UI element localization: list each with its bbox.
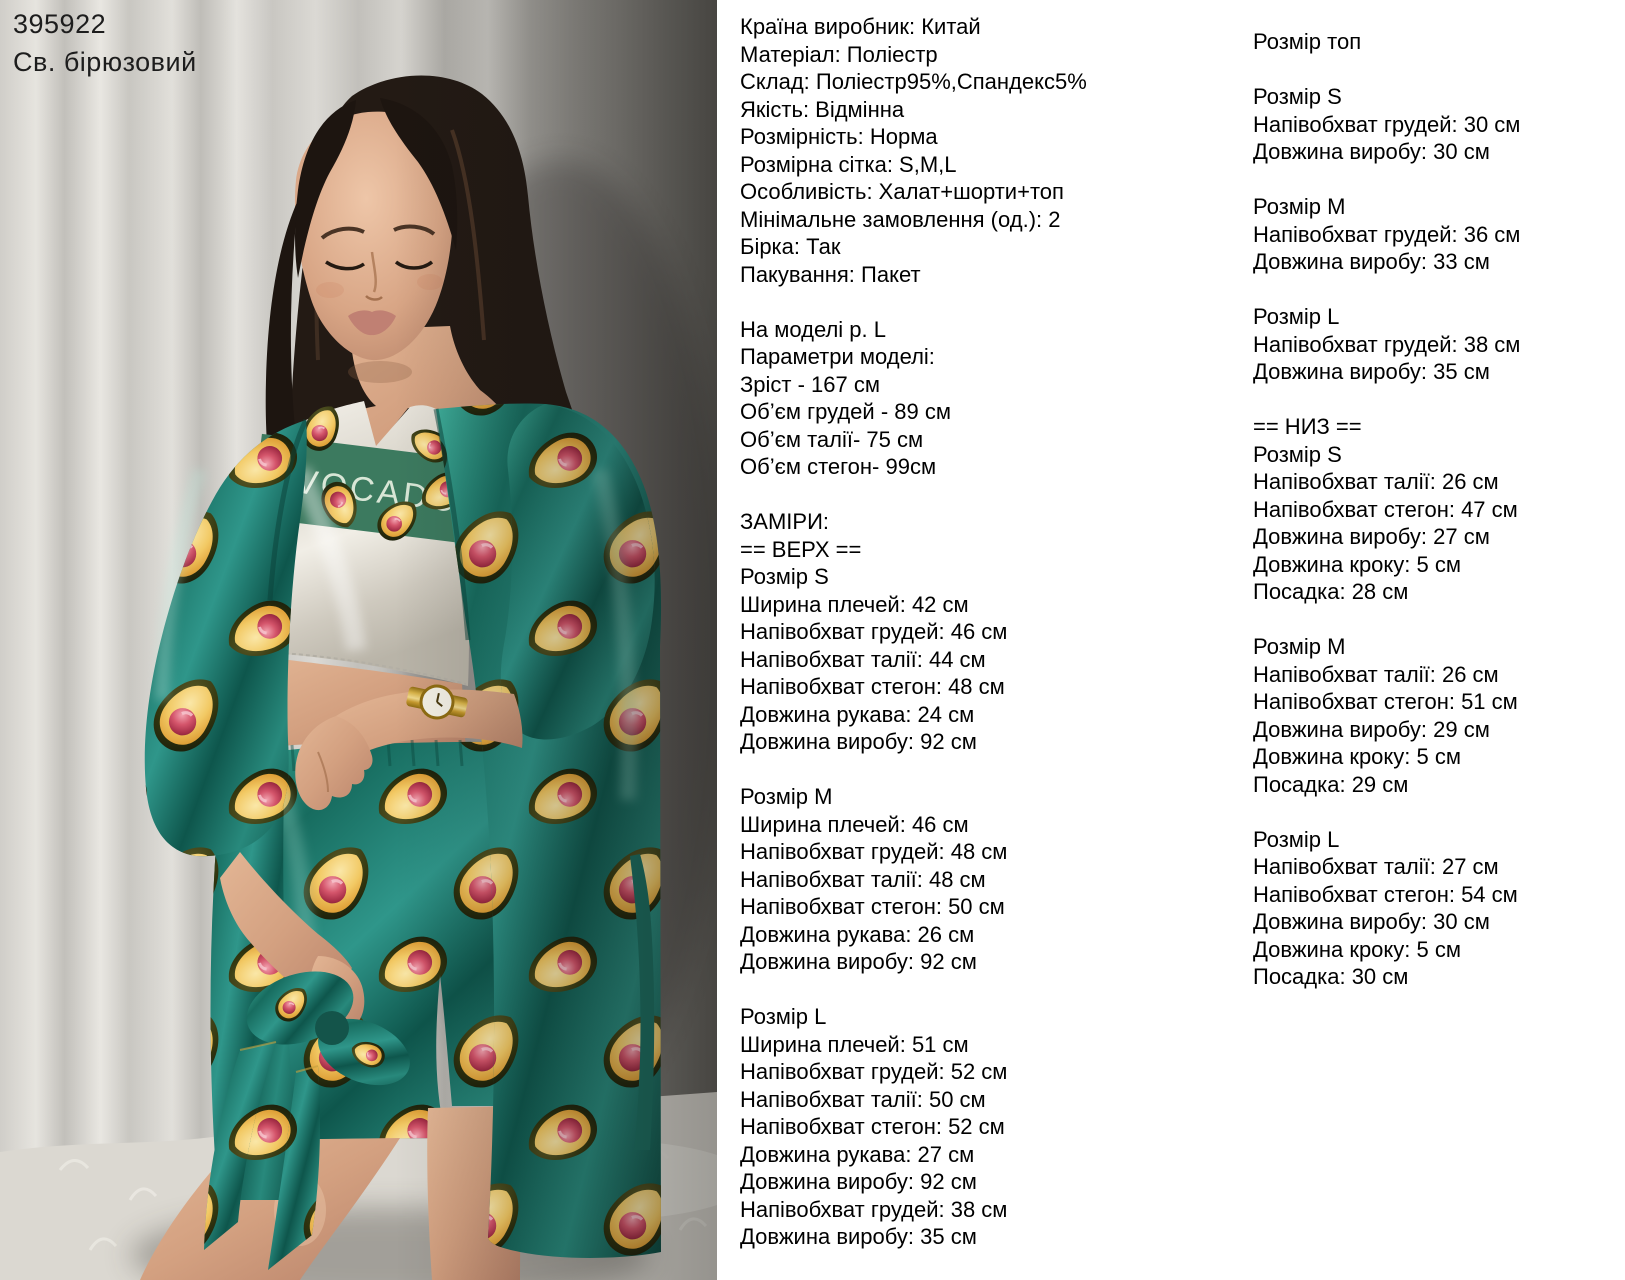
spec-line: Розмірність: Норма — [740, 124, 938, 149]
spec-line: Довжина виробу: 27 см — [1253, 524, 1490, 549]
specs-column-right — [1253, 28, 1520, 991]
spec-line: Напівобхват талії: 50 см — [740, 1086, 986, 1112]
spec-line: Довжина виробу: 92 см — [740, 1169, 977, 1194]
spec-line: Розмір M — [1253, 194, 1346, 219]
spec-line: Напівобхват стегон: 50 см — [740, 894, 1005, 919]
spec-line: Напівобхват грудей: 46 см — [740, 619, 1008, 644]
spec-line: Особливість: Халат+шорти+топ — [740, 179, 1064, 204]
spec-gap — [740, 481, 1087, 509]
spec-line: Об’єм грудей - 89 см — [740, 399, 951, 424]
spec-line: Розмір топ — [1253, 29, 1362, 54]
spec-gap — [1253, 606, 1520, 634]
spec-line: Об’єм стегон- 99см — [740, 454, 937, 479]
spec-line: Довжина виробу: 35 см — [740, 1224, 977, 1249]
spec-gap — [740, 976, 1087, 1004]
spec-line: == НИЗ == — [1253, 414, 1362, 439]
spec-line: Розмірна сітка: S,M,L — [740, 151, 957, 177]
spec-line: Довжина виробу: 30 см — [1253, 909, 1490, 934]
spec-line: Ширина плечей: 46 см — [740, 811, 969, 837]
spec-line: Зріст - 167 см — [740, 371, 880, 397]
spec-line: Напівобхват стегон: 48 см — [740, 674, 1005, 699]
spec-line: Параметри моделі: — [740, 344, 935, 369]
spec-line: Напівобхват стегон: 54 см — [1253, 881, 1518, 907]
spec-line: Довжина кроку: 5 см — [1253, 551, 1461, 577]
spec-gap — [1253, 166, 1520, 194]
spec-line: Напівобхват талії: 27 см — [1253, 854, 1499, 879]
spec-line: Напівобхват грудей: 30 см — [1253, 111, 1521, 137]
spec-line: Напівобхват талії: 44 см — [740, 646, 986, 672]
spec-line: Довжина виробу: 92 см — [740, 729, 977, 754]
spec-line: Матеріал: Поліестр — [740, 41, 938, 67]
spec-line: Напівобхват грудей: 48 см — [740, 839, 1008, 864]
spec-gap — [740, 756, 1087, 784]
spec-line: Посадка: 29 см — [1253, 771, 1409, 797]
spec-gap — [740, 288, 1087, 316]
spec-line: Розмір S — [1253, 441, 1342, 467]
spec-line: Посадка: 30 см — [1253, 964, 1409, 989]
spec-line: Напівобхват стегон: 51 см — [1253, 689, 1518, 714]
spec-line: Напівобхват грудей: 38 см — [1253, 331, 1521, 357]
spec-line: Напівобхват грудей: 36 см — [1253, 221, 1521, 247]
spec-line: Довжина виробу: 30 см — [1253, 139, 1490, 164]
spec-line: Мінімальне замовлення (од.): 2 — [740, 206, 1061, 232]
spec-line: Розмір S — [1253, 84, 1342, 109]
spec-line: Напівобхват талії: 26 см — [1253, 661, 1499, 687]
spec-line: Довжина виробу: 92 см — [740, 949, 977, 974]
spec-line: Довжина виробу: 33 см — [1253, 249, 1490, 274]
spec-line: Довжина рукава: 24 см — [740, 701, 975, 727]
spec-line: Довжина кроку: 5 см — [1253, 936, 1461, 962]
product-photo — [0, 0, 717, 1280]
spec-line: Напівобхват грудей: 52 см — [740, 1059, 1008, 1084]
spec-line: ЗАМІРИ: — [740, 509, 829, 534]
spec-line: Якість: Відмінна — [740, 96, 905, 122]
spec-line: Розмір L — [1253, 826, 1340, 852]
spec-line: Довжина виробу: 29 см — [1253, 716, 1490, 742]
spec-line: Об’єм талії- 75 см — [740, 426, 924, 452]
spec-line: Довжина виробу: 35 см — [1253, 359, 1490, 384]
spec-line: Ширина плечей: 42 см — [740, 591, 969, 617]
spec-gap — [1253, 798, 1520, 826]
spec-gap — [1253, 276, 1520, 304]
spec-line: Напівобхват талії: 26 см — [1253, 469, 1499, 494]
spec-line: Розмір L — [1253, 304, 1340, 329]
spec-gap — [1253, 56, 1520, 84]
color-name-label: Св. бірюзовий — [13, 47, 197, 77]
spec-line: == ВЕРХ == — [740, 536, 862, 562]
spec-line: Напівобхват стегон: 52 см — [740, 1114, 1005, 1139]
spec-gap — [1253, 386, 1520, 414]
specs-column-middle — [740, 13, 1087, 1251]
spec-line: Розмір M — [740, 784, 833, 809]
spec-line: Країна виробник: Китай — [740, 14, 981, 39]
spec-line: Довжина рукава: 26 см — [740, 921, 975, 947]
spec-line: Бірка: Так — [740, 234, 841, 259]
spec-line: Пакування: Пакет — [740, 261, 921, 287]
shadow-vignette — [0, 0, 717, 1280]
spec-line: На моделі р. L — [740, 316, 886, 342]
spec-line: Посадка: 28 см — [1253, 579, 1409, 604]
model-illustration — [0, 0, 717, 1280]
spec-line: Розмір S — [740, 564, 829, 589]
spec-line: Напівобхват грудей: 38 см — [740, 1196, 1008, 1222]
spec-line: Напівобхват талії: 48 см — [740, 866, 986, 892]
spec-line: Напівобхват стегон: 47 см — [1253, 496, 1518, 522]
spec-line: Розмір M — [1253, 634, 1346, 659]
spec-line: Склад: Поліестр95%,Спандекс5% — [740, 69, 1087, 94]
spec-line: Довжина рукава: 27 см — [740, 1141, 975, 1167]
spec-line: Розмір L — [740, 1004, 827, 1029]
spec-line: Ширина плечей: 51 см — [740, 1031, 969, 1057]
product-code-label: 395922 — [13, 9, 107, 39]
spec-line: Довжина кроку: 5 см — [1253, 744, 1461, 769]
